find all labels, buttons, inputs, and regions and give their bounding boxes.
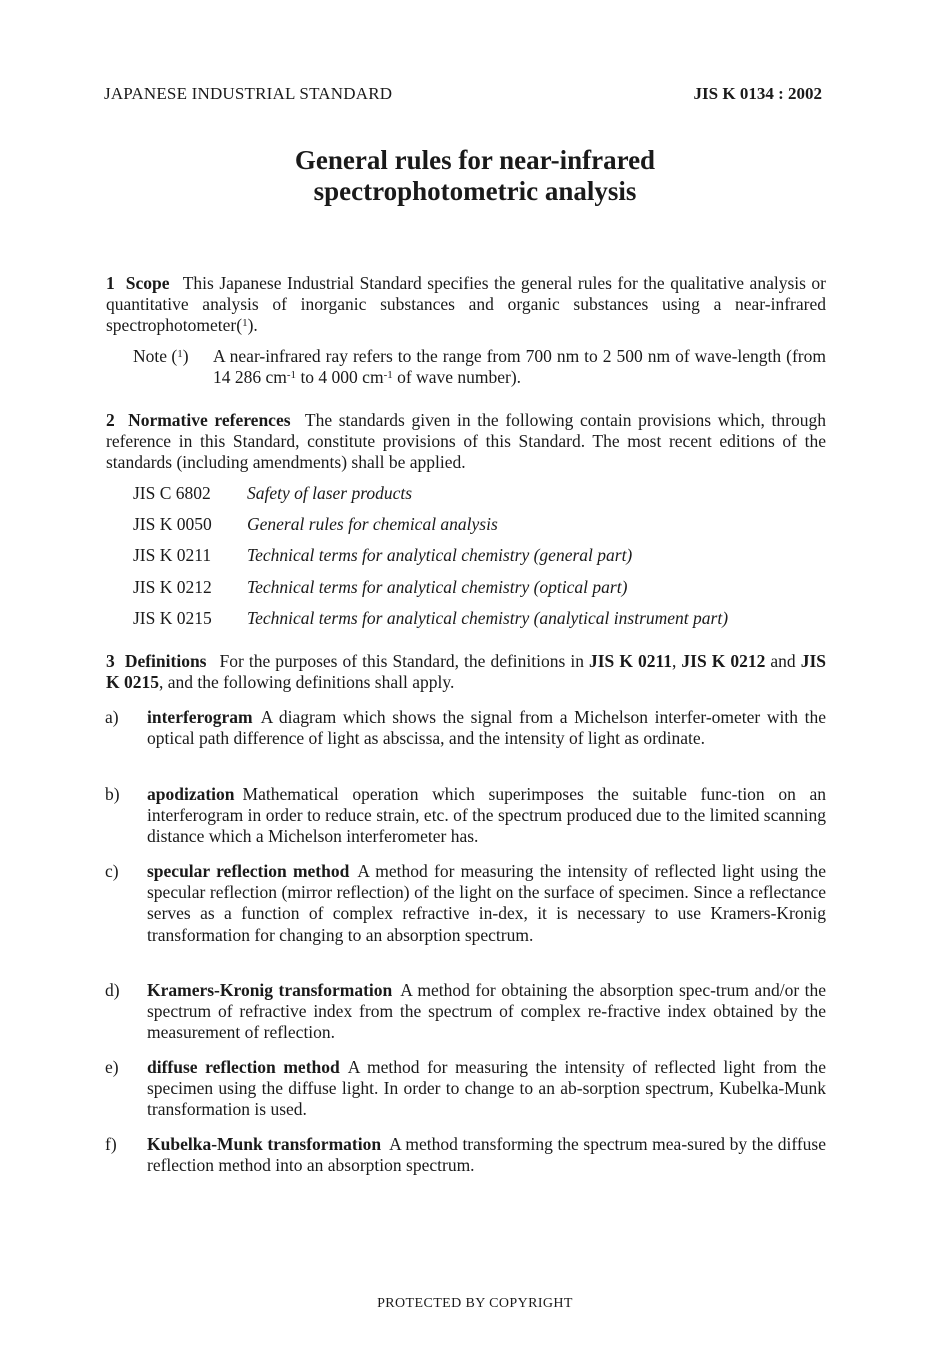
definition-body [147,784,826,848]
section-number: 3 [106,651,115,671]
definition-item [105,707,826,771]
reference-code: JIS K 0212 [133,577,212,597]
section-number: 1 [106,273,115,293]
definition-text: A method transforming the spectrum mea-sured by the diffuse reflection method into an absorption spectrum. [147,1134,827,1176]
definition-item [105,861,826,967]
note-label: Note ($^1$) [133,346,189,366]
definition-term: Kubelka-Munk transformation [147,1134,382,1154]
section-text-d: , and the following definitions shall apply. [159,672,455,693]
definition-term: specular reflection method [147,861,350,881]
reference-title: Technical terms for analytical chemistry (general part) [247,545,633,565]
reference-code: JIS K 0211 [133,545,212,565]
reference-title: Technical terms for analytical chemistry (analytical instrument part) [247,608,729,628]
reference-title: General rules for chemical analysis [247,514,498,534]
definition-text: A diagram which shows the signal from a Michelson interfer-ometer with the optical path difference of light as abscissa, and the intensity of light as ordinate. [147,707,826,749]
note-sup-1: -1 [286,369,297,382]
note-text [213,346,826,388]
section-scope: 1 Scope This Japanese Industrial Standard specifies the general rules for the qualitative analysis or quantitative analysis of inorganic substances and organic substances using a near-infrared spectrophotometer($^1$). [106,273,827,336]
definition-item [105,980,826,1044]
section-title: Normative references [128,410,291,430]
section-text: The standards given in the following contain provisions which, through reference in this Standard, constitute provisions of this Standard. The most recent editions of the standards (including amendments) shall be applied. [106,410,826,473]
definition-label: b) [105,784,120,804]
definition-text: A method for obtaining the absorption spec-trum and/or the spectrum of refractive index from the spectrum of complex re-fractive index obtained by the measurement of reflection. [147,980,826,1043]
note-text-a: A near-infrared ray refers to the range from 700 nm to 2 500 nm of wave-length (from 14 286 cm [213,346,826,388]
note-label-text: Note [133,346,168,366]
note-sup-2: -1 [383,369,393,382]
definition-item [105,1134,826,1178]
note [133,346,826,390]
definition-body [147,861,826,946]
title-line-2: spectrophotometric analysis [313,176,637,206]
definition-term: diffuse reflection method [147,1057,340,1077]
note-footnote-number: 1 [177,348,183,360]
definition-body [147,980,826,1044]
definition-term: interferogram [147,707,253,727]
section-text-a: For the purposes of this Standard, the definitions in [219,651,584,671]
standard-ref: JIS K 0215 [106,651,827,693]
section-definitions [106,651,826,693]
copyright-footer: PROTECTED BY COPYRIGHT [377,1296,573,1311]
definition-text: A method for measuring the intensity of reflected light using the specular reflection (mirror reflection) of the light on the surface of specimen. Since a reflectance serves as a function of complex refractive in-dex, it is necessary to use Kramers-Kronig transformation for changing to an absorption spectrum. [147,861,826,945]
section-number: 2 [106,410,115,430]
definition-label: d) [105,980,120,1000]
definition-term: Kramers-Kronig transformation [147,980,393,1000]
definition-body [147,707,826,749]
section-title: Scope [125,273,170,293]
definition-item [105,784,826,848]
section-text: This Japanese Industrial Standard specifies the general rules for the qualitative analysis or quantitative analysis of inorganic substances and organic substances using a near-infrared spectrophotometer [106,273,827,336]
header-standard-name: JAPANESE INDUSTRIAL STANDARD [104,84,393,103]
definition-text: Mathematical operation which superimposes the suitable func-tion on an interferogram in order to reduce strain, etc. of the spectrum produced due to the limited scanning distance which a Michelson interferometer has. [147,784,826,847]
reference-code: JIS K 0215 [133,608,212,628]
definition-body [147,1057,826,1121]
reference-title: Safety of laser products [247,483,413,503]
reference-title: Technical terms for analytical chemistry (optical part) [247,577,628,597]
definition-term: apodization [147,784,235,804]
definition-body [147,1134,826,1176]
title-line-1: General rules for near-infrared [294,145,656,175]
section-text-b: , [672,651,677,671]
definition-item [105,1057,826,1121]
definition-text: A method for measuring the intensity of reflected light from the specimen using the diffuse light. In order to change to an ab-sorption spectrum, Kubelka-Munk transformation is used. [147,1057,826,1120]
section-normative-references [106,410,826,474]
standard-ref: JIS K 0211 [589,651,672,671]
note-text-c: of wave number). [392,367,522,388]
definition-label: e) [105,1057,119,1077]
section-text-c: and [770,651,796,671]
header-standard-number: JIS K 0134 : 2002 [693,84,822,103]
section-text-end: ). [247,315,258,336]
definition-label: c) [105,861,119,881]
standard-ref: JIS K 0212 [681,651,766,671]
page-title [0,145,950,207]
note-text-b: to 4 000 cm [296,367,384,388]
reference-code: JIS C 6802 [133,483,211,503]
reference-code: JIS K 0050 [133,514,212,534]
footnote-ref: 1 [242,317,248,330]
section-title: Definitions [124,651,207,671]
definition-label: a) [105,707,119,727]
definition-label: f) [105,1134,117,1154]
